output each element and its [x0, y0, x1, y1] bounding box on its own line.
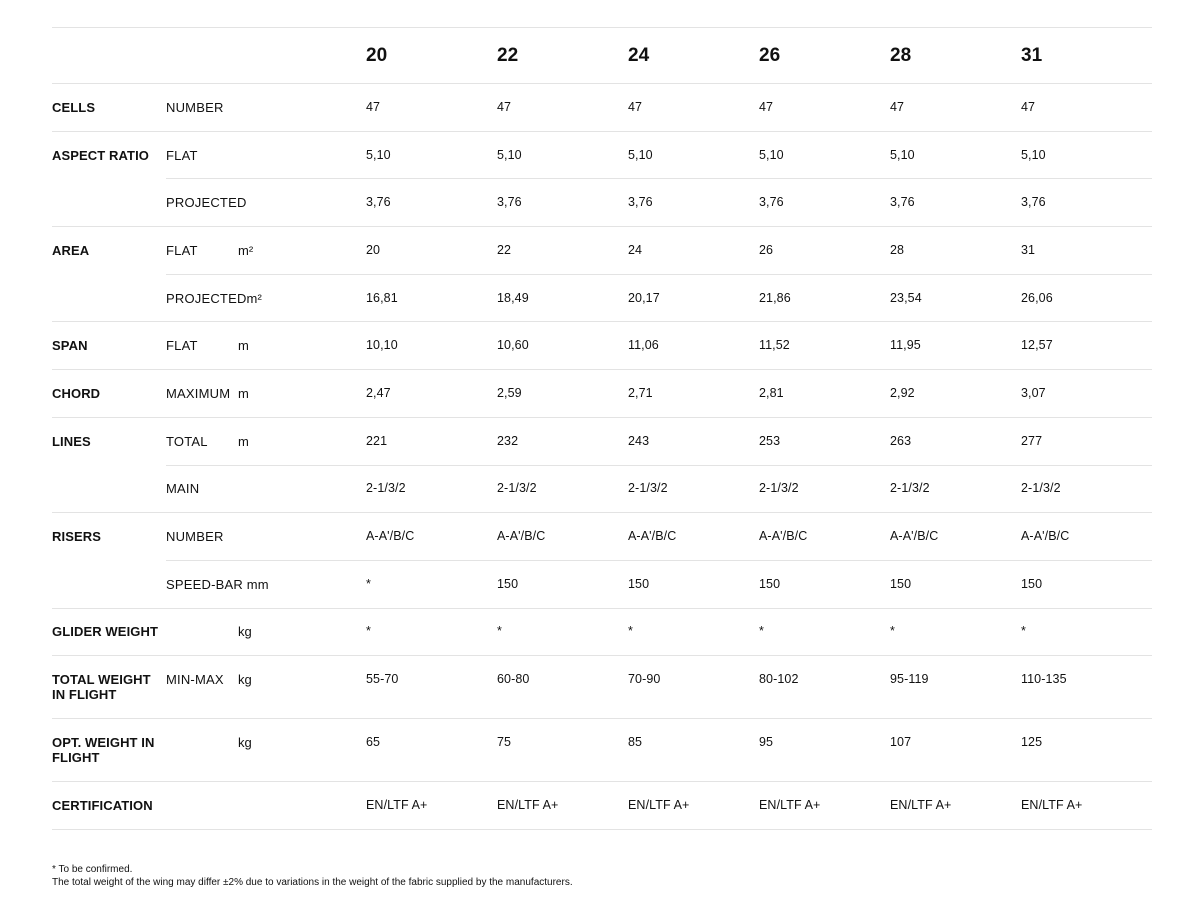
table-row: [52, 560, 1152, 608]
cell-value: A-A'/B/C: [497, 513, 628, 561]
cell-value: 11,52: [759, 322, 890, 370]
cell-value: 243: [628, 417, 759, 465]
row-unit: m: [238, 370, 366, 418]
cell-value: 11,95: [890, 322, 1021, 370]
footnote-tbc: * To be confirmed.: [52, 864, 133, 875]
cell-value: 12,57: [1021, 322, 1152, 370]
footnote-weight: The total weight of the wing may differ ±2% due to variations in the weight of the fabric supplied by the manufacturers.: [52, 876, 573, 888]
row-subcategory: PROJECTEDm²: [166, 274, 238, 322]
cell-value: *: [759, 608, 890, 656]
cell-value: 55-70: [366, 656, 497, 719]
row-unit: kg: [238, 656, 366, 719]
header-blank: [238, 28, 366, 84]
cell-value: 2-1/3/2: [366, 465, 497, 513]
table-row: [52, 513, 1152, 561]
row-unit: m: [238, 417, 366, 465]
cell-value: EN/LTF A+: [759, 782, 890, 830]
cell-value: 221: [366, 417, 497, 465]
row-subcategory: MIN-MAX: [166, 656, 238, 719]
row-unit: [238, 84, 366, 132]
cell-value: 65: [366, 719, 497, 782]
row-category: TOTAL WEIGHT IN FLIGHT: [52, 656, 166, 719]
cell-value: 2-1/3/2: [628, 465, 759, 513]
cell-value: 5,10: [497, 131, 628, 179]
cell-value: 21,86: [759, 274, 890, 322]
cell-value: 2-1/3/2: [1021, 465, 1152, 513]
size-header-row: [52, 28, 1152, 84]
cell-value: 31: [1021, 227, 1152, 275]
cell-value: 22: [497, 227, 628, 275]
row-unit: [238, 131, 366, 179]
table-row: [52, 608, 1152, 656]
row-category: CERTIFICATION: [52, 782, 166, 830]
cell-value: 125: [1021, 719, 1152, 782]
cell-value: 3,76: [366, 179, 497, 227]
table-row: [52, 719, 1152, 782]
cell-value: 2,59: [497, 370, 628, 418]
cell-value: 47: [628, 84, 759, 132]
cell-value: 95: [759, 719, 890, 782]
row-category: GLIDER WEIGHT: [52, 608, 166, 656]
cell-value: 60-80: [497, 656, 628, 719]
cell-value: EN/LTF A+: [890, 782, 1021, 830]
size-header: 26: [759, 28, 890, 84]
cell-value: 70-90: [628, 656, 759, 719]
cell-value: 18,49: [497, 274, 628, 322]
cell-value: 3,76: [1021, 179, 1152, 227]
cell-value: 107: [890, 719, 1021, 782]
table-row: [52, 465, 1152, 513]
row-subcategory: [166, 608, 238, 656]
row-subcategory: FLAT: [166, 131, 238, 179]
cell-value: 3,76: [628, 179, 759, 227]
cell-value: EN/LTF A+: [497, 782, 628, 830]
table-header: [52, 28, 1152, 84]
cell-value: 3,07: [1021, 370, 1152, 418]
footnotes: [52, 864, 573, 889]
row-unit: [238, 179, 366, 227]
row-category: CELLS: [52, 84, 166, 132]
cell-value: 26,06: [1021, 274, 1152, 322]
cell-value: 5,10: [759, 131, 890, 179]
cell-value: A-A'/B/C: [759, 513, 890, 561]
size-header: 22: [497, 28, 628, 84]
row-category: RISERS: [52, 513, 166, 561]
header-blank: [52, 28, 166, 84]
row-category: [52, 465, 166, 513]
cell-value: *: [497, 608, 628, 656]
cell-value: 150: [1021, 560, 1152, 608]
row-unit: [238, 513, 366, 561]
cell-value: 3,76: [890, 179, 1021, 227]
row-category: OPT. WEIGHT IN FLIGHT: [52, 719, 166, 782]
cell-value: 20,17: [628, 274, 759, 322]
row-unit: m²: [238, 227, 366, 275]
cell-value: 150: [497, 560, 628, 608]
cell-value: 28: [890, 227, 1021, 275]
row-subcategory: NUMBER: [166, 513, 238, 561]
cell-value: *: [366, 608, 497, 656]
row-category: [52, 274, 166, 322]
cell-value: 277: [1021, 417, 1152, 465]
row-unit: [238, 782, 366, 830]
table-row: [52, 179, 1152, 227]
cell-value: 2,92: [890, 370, 1021, 418]
size-header: 24: [628, 28, 759, 84]
table-row: [52, 782, 1152, 830]
cell-value: 2-1/3/2: [890, 465, 1021, 513]
row-subcategory: FLAT: [166, 227, 238, 275]
cell-value: 2,47: [366, 370, 497, 418]
cell-value: 5,10: [1021, 131, 1152, 179]
row-unit: kg: [238, 608, 366, 656]
cell-value: *: [366, 560, 497, 608]
cell-value: 95-119: [890, 656, 1021, 719]
cell-value: 47: [890, 84, 1021, 132]
row-subcategory: TOTAL: [166, 417, 238, 465]
cell-value: 5,10: [628, 131, 759, 179]
cell-value: *: [890, 608, 1021, 656]
cell-value: 2-1/3/2: [497, 465, 628, 513]
cell-value: 5,10: [890, 131, 1021, 179]
row-unit: m: [238, 322, 366, 370]
cell-value: 5,10: [366, 131, 497, 179]
specifications-table: [52, 27, 1152, 830]
cell-value: 26: [759, 227, 890, 275]
cell-value: A-A'/B/C: [366, 513, 497, 561]
cell-value: 20: [366, 227, 497, 275]
cell-value: 253: [759, 417, 890, 465]
cell-value: 150: [890, 560, 1021, 608]
row-category: SPAN: [52, 322, 166, 370]
row-category: AREA: [52, 227, 166, 275]
row-subcategory: [166, 719, 238, 782]
cell-value: 24: [628, 227, 759, 275]
row-subcategory: NUMBER: [166, 84, 238, 132]
cell-value: 47: [497, 84, 628, 132]
row-subcategory: FLAT: [166, 322, 238, 370]
size-header: 20: [366, 28, 497, 84]
cell-value: 232: [497, 417, 628, 465]
cell-value: 2,81: [759, 370, 890, 418]
cell-value: 47: [366, 84, 497, 132]
row-category: CHORD: [52, 370, 166, 418]
row-category: LINES: [52, 417, 166, 465]
cell-value: 75: [497, 719, 628, 782]
row-subcategory: SPEED-BAR mm: [166, 560, 238, 608]
table-row: [52, 656, 1152, 719]
size-header: 28: [890, 28, 1021, 84]
cell-value: 16,81: [366, 274, 497, 322]
table-row: [52, 322, 1152, 370]
row-category: ASPECT RATIO: [52, 131, 166, 179]
cell-value: *: [1021, 608, 1152, 656]
row-subcategory: MAIN: [166, 465, 238, 513]
table-body: [52, 84, 1152, 830]
cell-value: 3,76: [497, 179, 628, 227]
row-subcategory: [166, 782, 238, 830]
cell-value: 10,10: [366, 322, 497, 370]
header-blank: [166, 28, 238, 84]
cell-value: 2-1/3/2: [759, 465, 890, 513]
cell-value: EN/LTF A+: [1021, 782, 1152, 830]
cell-value: 47: [1021, 84, 1152, 132]
cell-value: 23,54: [890, 274, 1021, 322]
row-category: [52, 179, 166, 227]
cell-value: 11,06: [628, 322, 759, 370]
table-row: [52, 417, 1152, 465]
cell-value: EN/LTF A+: [628, 782, 759, 830]
table-row: [52, 131, 1152, 179]
cell-value: 150: [628, 560, 759, 608]
cell-value: 80-102: [759, 656, 890, 719]
cell-value: 2,71: [628, 370, 759, 418]
table-row: [52, 274, 1152, 322]
cell-value: 110-135: [1021, 656, 1152, 719]
cell-value: *: [628, 608, 759, 656]
size-header: 31: [1021, 28, 1152, 84]
cell-value: A-A'/B/C: [628, 513, 759, 561]
cell-value: A-A'/B/C: [1021, 513, 1152, 561]
cell-value: 47: [759, 84, 890, 132]
row-unit: kg: [238, 719, 366, 782]
table-row: [52, 84, 1152, 132]
cell-value: 85: [628, 719, 759, 782]
row-subcategory: PROJECTED: [166, 179, 238, 227]
cell-value: 3,76: [759, 179, 890, 227]
cell-value: EN/LTF A+: [366, 782, 497, 830]
table-row: [52, 370, 1152, 418]
cell-value: 263: [890, 417, 1021, 465]
row-category: [52, 560, 166, 608]
cell-value: A-A'/B/C: [890, 513, 1021, 561]
row-subcategory: MAXIMUM: [166, 370, 238, 418]
table-row: [52, 227, 1152, 275]
cell-value: 10,60: [497, 322, 628, 370]
row-unit: [238, 465, 366, 513]
cell-value: 150: [759, 560, 890, 608]
